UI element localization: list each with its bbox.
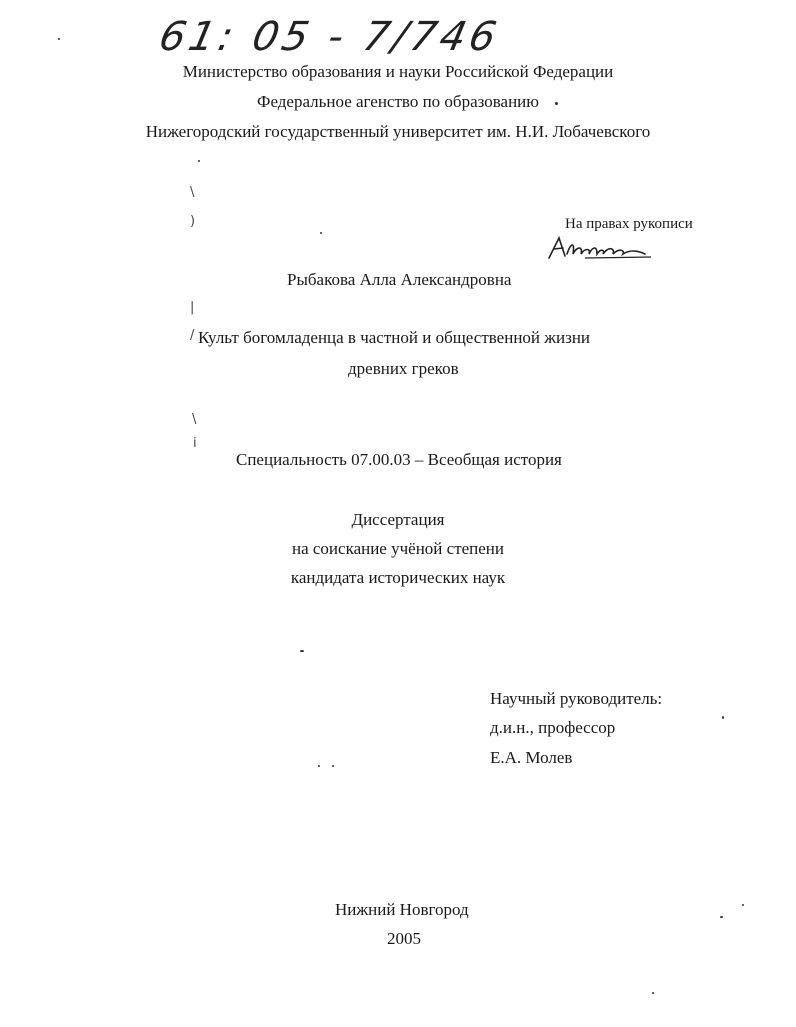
specialty-line: Специальность 07.00.03 – Всеобщая история bbox=[236, 450, 562, 469]
degree-purpose: на соискание учёной степени bbox=[291, 539, 505, 558]
footer-city: Нижний Новгород bbox=[335, 900, 469, 919]
scan-speck bbox=[332, 765, 334, 767]
scan-artifact-mark: ) bbox=[190, 214, 196, 229]
scan-artifact-mark: / bbox=[190, 328, 195, 343]
rights-note: На правах рукописи bbox=[565, 216, 693, 232]
footer-year: 2005 bbox=[387, 929, 421, 948]
scan-speck bbox=[58, 38, 60, 40]
scan-speck bbox=[320, 232, 322, 234]
scan-speck bbox=[722, 716, 724, 719]
author-name: Рыбакова Алла Александровна bbox=[287, 270, 512, 289]
author-signature bbox=[545, 232, 655, 264]
dissertation-title-line2: древних греков bbox=[348, 359, 459, 378]
supervisor-degree: д.и.н., профессор bbox=[490, 718, 616, 737]
scan-artifact-mark: \ bbox=[192, 412, 197, 427]
scan-artifact-mark: i bbox=[193, 436, 197, 451]
ministry-line: Министерство образования и науки Российской Федерации bbox=[182, 62, 614, 81]
degree-name: кандидата исторических наук bbox=[290, 568, 506, 587]
agency-line: Федеральное агенство по образованию bbox=[257, 92, 539, 111]
scan-artifact-mark: \ bbox=[190, 185, 195, 200]
scan-speck bbox=[300, 650, 304, 652]
scan-speck bbox=[318, 765, 320, 767]
scan-speck bbox=[742, 904, 744, 906]
scan-speck bbox=[652, 992, 654, 994]
scan-speck bbox=[198, 160, 200, 162]
catalog-number-handwritten: 61: 05 - 7/746 bbox=[155, 14, 505, 60]
scan-speck bbox=[720, 916, 723, 918]
scan-artifact-mark: | bbox=[190, 300, 195, 315]
supervisor-label: Научный руководитель: bbox=[490, 689, 663, 708]
supervisor-name: Е.А. Молев bbox=[490, 748, 573, 767]
dissertation-title-line1: Культ богомладенца в частной и общественной жизни bbox=[198, 328, 591, 347]
university-line: Нижегородский государственный университет им. Н.И. Лобачевского bbox=[145, 122, 651, 141]
scan-speck bbox=[555, 102, 558, 105]
dissertation-type: Диссертация bbox=[351, 510, 445, 529]
